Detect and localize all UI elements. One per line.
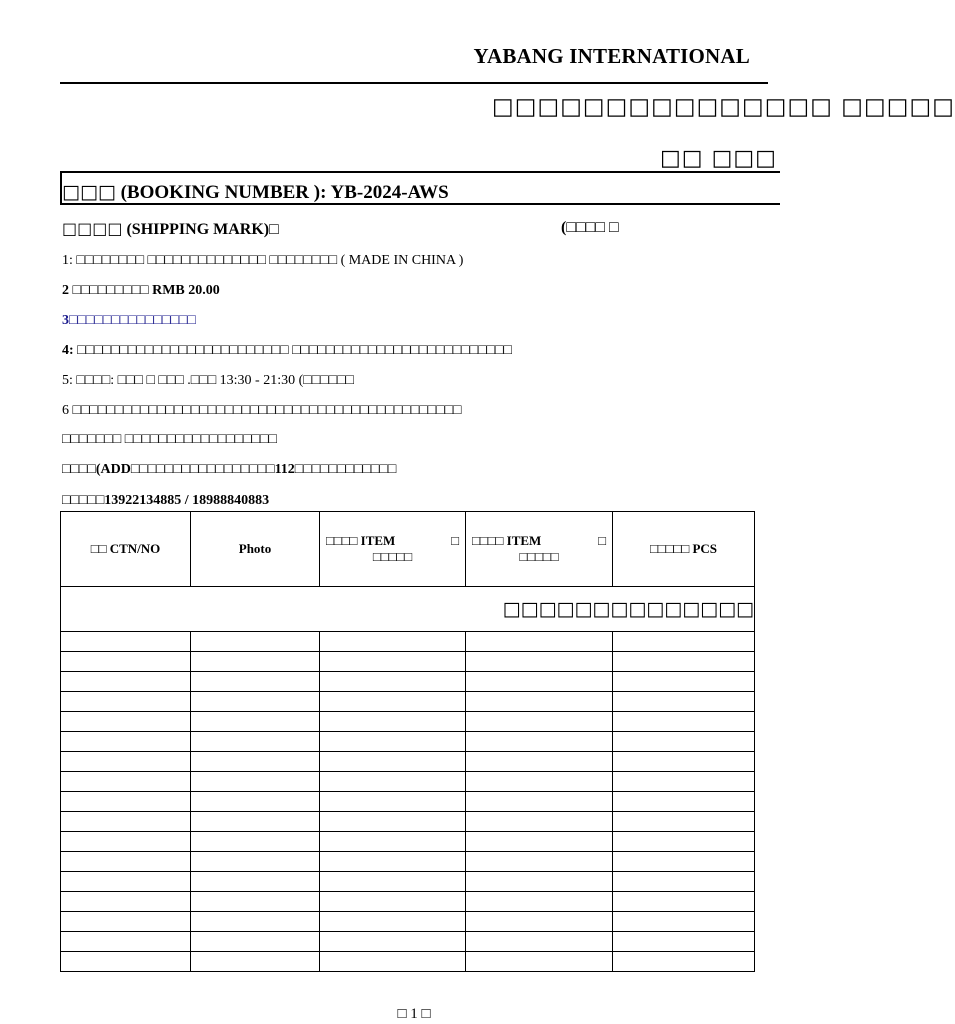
cell[interactable]	[191, 832, 320, 852]
cell[interactable]	[613, 892, 755, 912]
cell[interactable]	[613, 732, 755, 752]
cell[interactable]	[61, 732, 191, 752]
note-6: 6 □□□□□□□□□□□□□□□□□□□□□□□□□□□□□□□□□□□□□□□□□□□□□□	[62, 403, 462, 418]
cell[interactable]	[466, 932, 613, 952]
cell[interactable]	[613, 632, 755, 652]
table-row	[61, 872, 755, 892]
table-row	[61, 752, 755, 772]
cell[interactable]	[613, 792, 755, 812]
cell[interactable]	[191, 652, 320, 672]
table-row	[61, 632, 755, 652]
note-4: 4: □□□□□□□□□□□□□□□□□□□□□□□□□ □□□□□□□□□□□□□□□□□□□□□□□□□□	[62, 343, 512, 358]
cell[interactable]	[466, 712, 613, 732]
table-header-row	[61, 512, 755, 587]
cell[interactable]	[320, 932, 466, 952]
note-3: 3□□□□□□□□□□□□□□□	[62, 313, 196, 328]
cell[interactable]	[191, 812, 320, 832]
cell[interactable]	[61, 672, 191, 692]
cell[interactable]	[320, 672, 466, 692]
cell[interactable]	[191, 932, 320, 952]
note-5: 5: □□□□: □□□ □ □□□ .□□□ 13:30 - 21:30 (□□□□□□	[62, 373, 355, 388]
cell[interactable]	[613, 812, 755, 832]
cell[interactable]	[613, 692, 755, 712]
phone-line: □□□□□13922134885 / 18988840883	[62, 493, 270, 508]
cell[interactable]	[466, 852, 613, 872]
booking-label-cn: □□□	[62, 181, 116, 203]
cell[interactable]	[191, 912, 320, 932]
table-span-row	[61, 587, 755, 632]
cell[interactable]	[320, 892, 466, 912]
header-item-2	[466, 512, 613, 587]
header-item-2-mark: □	[598, 533, 606, 548]
company-name: YABANG INTERNATIONAL	[473, 44, 750, 68]
cell[interactable]	[191, 672, 320, 692]
cell[interactable]	[466, 752, 613, 772]
cell[interactable]	[320, 772, 466, 792]
header-item-1-label: □□□□ ITEM	[326, 533, 396, 548]
cell[interactable]	[466, 632, 613, 652]
cell[interactable]	[320, 952, 466, 972]
cell[interactable]	[61, 832, 191, 852]
cell[interactable]	[191, 872, 320, 892]
cell[interactable]	[191, 732, 320, 752]
table-row	[61, 932, 755, 952]
note-1: 1: □□□□□□□□ □□□□□□□□□□□□□□ □□□□□□□□ ( MADE IN CHINA )	[62, 253, 464, 268]
header-rule	[60, 82, 768, 84]
cell[interactable]	[61, 912, 191, 932]
packing-table	[60, 511, 755, 972]
booking-value: YB-2024-AWS	[330, 182, 449, 203]
table-row	[61, 772, 755, 792]
table-row	[61, 692, 755, 712]
address-line: □□□□(ADD□□□□□□□□□□□□□□□□□112□□□□□□□□□□□□	[62, 462, 397, 477]
cell[interactable]	[613, 672, 755, 692]
cell[interactable]	[613, 832, 755, 852]
header-item-2-sub: □□□□□	[519, 549, 559, 564]
cell[interactable]	[320, 852, 466, 872]
cell[interactable]	[613, 772, 755, 792]
cell[interactable]	[61, 932, 191, 952]
table-row	[61, 912, 755, 932]
cell[interactable]	[61, 792, 191, 812]
header-photo: Photo	[191, 512, 320, 587]
header-item-1-mark: □	[451, 533, 459, 548]
shipping-mark-label-cn: □□□□	[62, 219, 123, 238]
cell[interactable]	[191, 892, 320, 912]
cell[interactable]	[191, 772, 320, 792]
cell[interactable]	[320, 812, 466, 832]
note-6-cont: □□□□□□□ □□□□□□□□□□□□□□□□□□	[62, 432, 277, 447]
cell[interactable]	[61, 692, 191, 712]
cell[interactable]	[191, 712, 320, 732]
table-row	[61, 652, 755, 672]
page-number: □ 1 □	[397, 1006, 431, 1022]
table-row	[61, 812, 755, 832]
cell[interactable]	[613, 652, 755, 672]
cell[interactable]	[320, 712, 466, 732]
cell[interactable]	[61, 892, 191, 912]
header-item-1	[320, 512, 466, 587]
cell[interactable]	[191, 752, 320, 772]
header-pcs: □□□□□ PCS	[613, 512, 755, 587]
cell[interactable]	[613, 952, 755, 972]
table-row	[61, 712, 755, 732]
cell[interactable]	[613, 912, 755, 932]
span-row-text: □□□□□□□□□□□□□□	[61, 587, 755, 632]
cell[interactable]	[466, 772, 613, 792]
cell[interactable]	[320, 792, 466, 812]
header-ctn: □□ CTN/NO	[61, 512, 191, 587]
cell[interactable]	[61, 952, 191, 972]
cell[interactable]	[613, 752, 755, 772]
cell[interactable]	[466, 832, 613, 852]
cell[interactable]	[320, 872, 466, 892]
cell[interactable]	[61, 632, 191, 652]
header-item-1-sub: □□□□□	[372, 549, 413, 564]
shipping-mark-right: (□□□□ □	[561, 219, 619, 236]
document-title-cn: □□□□□□□□□□□□□□□ □□□□□	[492, 94, 955, 120]
cell[interactable]	[61, 852, 191, 872]
cell[interactable]	[61, 652, 191, 672]
booking-label-en: (BOOKING NUMBER ):	[120, 182, 327, 203]
table-row	[61, 832, 755, 852]
cell[interactable]	[61, 712, 191, 732]
cell[interactable]	[191, 952, 320, 972]
cell[interactable]	[320, 912, 466, 932]
cell[interactable]	[61, 752, 191, 772]
cell[interactable]	[466, 692, 613, 712]
cell[interactable]	[320, 632, 466, 652]
cell[interactable]	[320, 732, 466, 752]
cell[interactable]	[466, 912, 613, 932]
table-row	[61, 852, 755, 872]
header-item-2-label: □□□□ ITEM	[472, 533, 542, 548]
table-row	[61, 732, 755, 752]
cell[interactable]	[191, 632, 320, 652]
cell[interactable]	[320, 752, 466, 772]
cell[interactable]	[613, 852, 755, 872]
cell[interactable]	[466, 792, 613, 812]
cell[interactable]	[613, 712, 755, 732]
table-row	[61, 672, 755, 692]
table-row	[61, 792, 755, 812]
cell[interactable]	[320, 692, 466, 712]
cell[interactable]	[61, 772, 191, 792]
note-2: 2 □□□□□□□□□ RMB 20.00	[62, 283, 220, 298]
cell[interactable]	[61, 872, 191, 892]
cell[interactable]	[466, 892, 613, 912]
cell[interactable]	[466, 952, 613, 972]
cell[interactable]	[466, 652, 613, 672]
cell[interactable]	[466, 672, 613, 692]
shipping-mark	[62, 219, 279, 239]
cell[interactable]	[61, 812, 191, 832]
cell[interactable]	[191, 852, 320, 872]
cell[interactable]	[466, 812, 613, 832]
document-subtitle-cn: □□ □□□	[660, 146, 777, 171]
table-row	[61, 892, 755, 912]
cell[interactable]	[191, 792, 320, 812]
table-row	[61, 952, 755, 972]
cell[interactable]	[466, 732, 613, 752]
cell[interactable]	[613, 872, 755, 892]
cell[interactable]	[320, 832, 466, 852]
cell[interactable]	[466, 872, 613, 892]
booking-number	[62, 181, 449, 204]
cell[interactable]	[613, 932, 755, 952]
cell[interactable]	[191, 692, 320, 712]
cell[interactable]	[320, 652, 466, 672]
shipping-mark-label-en: (SHIPPING MARK)□	[126, 221, 279, 238]
